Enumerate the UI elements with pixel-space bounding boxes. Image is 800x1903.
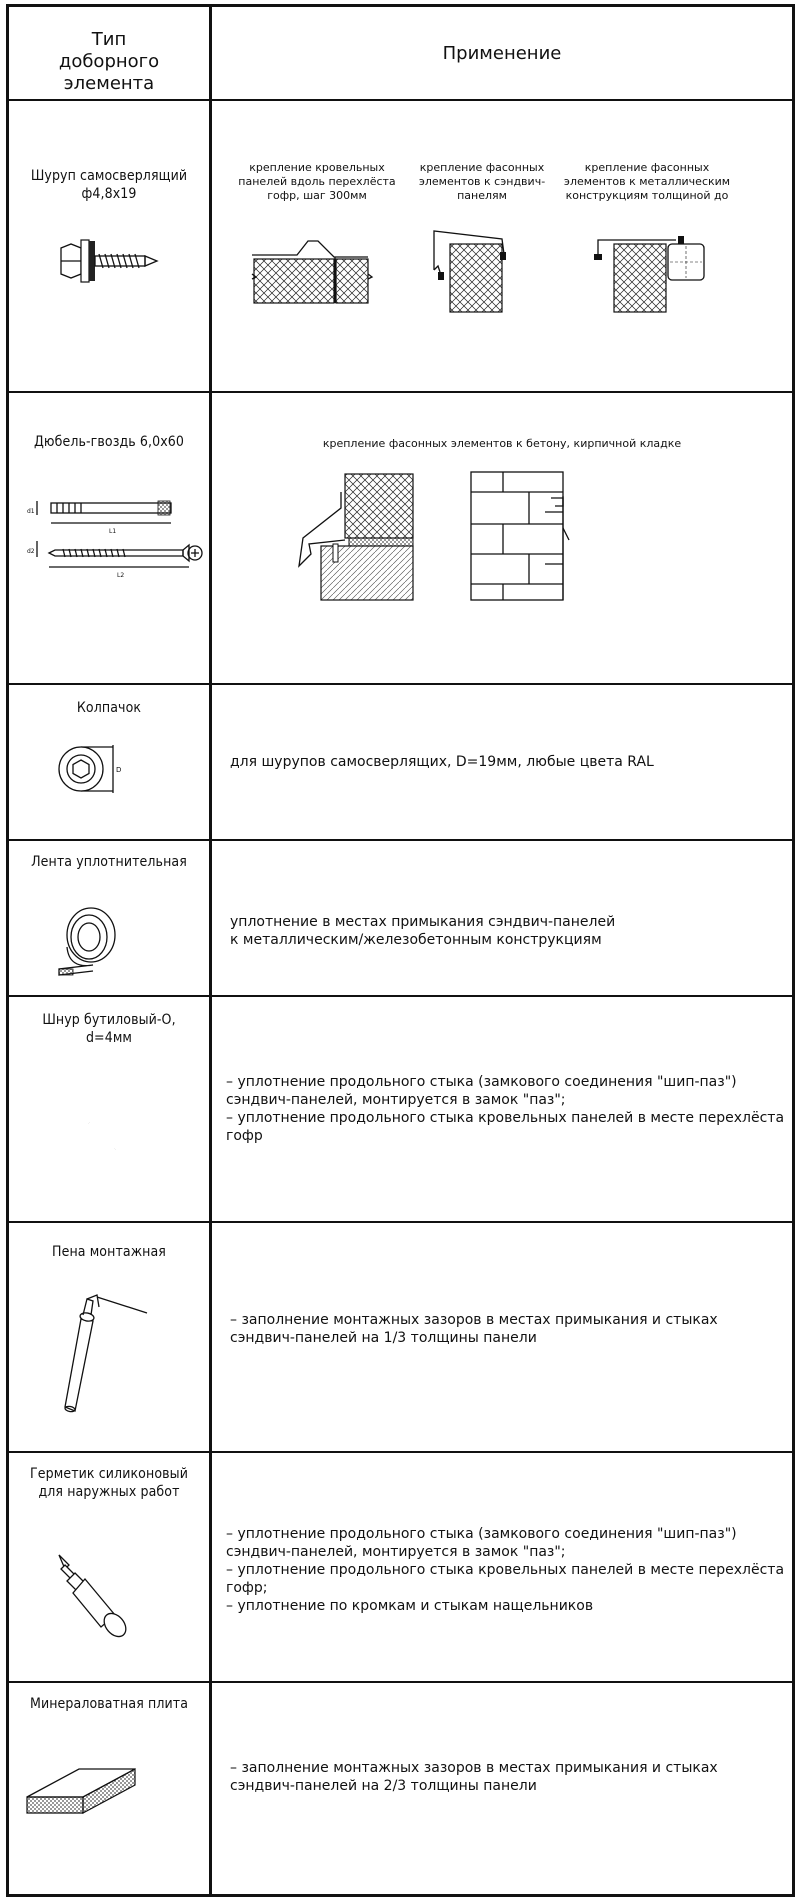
foam-gun-icon: [53, 1289, 143, 1419]
self-drilling-screw-icon: [57, 236, 167, 286]
table-row-dowel-type: [9, 393, 209, 683]
item-name: Лента уплотнительная: [31, 854, 187, 870]
table-row-mineral-wool-type: [9, 1683, 209, 1897]
cap-icon: [67, 745, 137, 795]
item-name: Шуруп самосверлящий: [30, 168, 188, 184]
item-name: Шнур бутиловый-О,: [42, 1012, 176, 1028]
flashing-to-panel-detail-drawing: [432, 226, 512, 316]
header-type-cell: [9, 7, 209, 99]
mineral-wool-slab-icon: [25, 1767, 145, 1827]
dim-d1: d1: [27, 508, 35, 515]
header-usage-cell: [212, 7, 792, 99]
dim-L2: L2: [117, 572, 125, 579]
table-row-foam-usage: [212, 1223, 792, 1451]
header-type-label: Тип доборного элемента: [58, 29, 160, 94]
table-row-cap-usage: [212, 685, 792, 839]
table-row-tape-type: [9, 841, 209, 995]
silicone-sealant-tube-icon: [53, 1553, 133, 1643]
table-row-screw-type: [9, 101, 209, 391]
item-description: – заполнение монтажных зазоров в местах примыкания и стыках сэндвич-панелей на 2/3 толщины панели: [230, 1760, 718, 1794]
item-description: уплотнение в местах примыкания сэндвич-панелей к металлическим/железобетонным конструкциям: [230, 914, 616, 948]
table-row-foam-type: [9, 1223, 209, 1451]
item-name: Герметик силиконовый: [30, 1466, 188, 1482]
item-description: – заполнение монтажных зазоров в местах примыкания и стыках сэндвич-панелей на 1/3 толщины панели: [230, 1312, 718, 1346]
item-name: Колпачок: [76, 700, 142, 716]
brick-masonry-detail-drawing: [467, 468, 577, 603]
header-usage-label: Применение: [442, 43, 562, 64]
item-name-size: d=4мм: [85, 1030, 133, 1046]
caption-flashing-to-concrete: крепление фасонных элементов к бетону, кирпичной кладке: [322, 437, 682, 450]
table-row-screw-usage: [212, 101, 792, 391]
item-description: – уплотнение продольного стыка (замкового соединения "шип-паз") сэндвич-панелей, монтируется в замок "паз"; – уплотнение продольного стыка кровельных панелей в месте перехлёста гофр: [226, 1074, 785, 1144]
table-row-silicone-usage: [212, 1453, 792, 1681]
item-name-sub: для наружных работ: [38, 1484, 180, 1500]
dowel-nail-icon: [23, 493, 198, 588]
roof-overlap-detail-drawing: [252, 241, 392, 311]
table-row-butyl-type: [9, 997, 209, 1221]
dim-D: D: [116, 766, 122, 774]
concrete-connection-detail-drawing: [297, 468, 427, 603]
caption-roof-overlap: крепление кровельных панелей вдоль перехлёста гофр, шаг 300мм: [238, 161, 396, 202]
sealing-tape-roll-icon: [53, 907, 123, 977]
item-name: Дюбель-гвоздь 6,0х60: [33, 434, 185, 450]
table-row-cap-type: [9, 685, 209, 839]
table-row-tape-usage: [212, 841, 792, 995]
item-name: Пена монтажная: [52, 1244, 166, 1260]
item-description: для шурупов самосверлящих, D=19мм, любые цвета RAL: [230, 754, 654, 770]
item-name: Минераловатная плита: [29, 1696, 189, 1712]
accessories-table: [6, 4, 795, 1897]
table-row-butyl-usage: [212, 997, 792, 1221]
table-row-mineral-wool-usage: [212, 1683, 792, 1897]
flashing-to-steel-detail-drawing: [592, 226, 702, 316]
caption-flashing-to-steel: крепление фасонных элементов к металлическим конструкциям толщиной до: [563, 161, 731, 202]
dim-d2: d2: [27, 548, 35, 555]
item-name-size: ф4,8х19: [81, 186, 137, 202]
butyl-cord-icon: [55, 1095, 125, 1165]
dim-L1: L1: [109, 528, 117, 535]
caption-flashing-to-panel: крепление фасонных элементов к сэндвич-панелям: [418, 161, 546, 202]
item-description: – уплотнение продольного стыка (замкового соединения "шип-паз") сэндвич-панелей, монтируется в замок "паз"; – уплотнение продольного стыка кровельных панелей в месте перехлёста гофр; – уплотнение по кромкам и стыкам нащельников: [226, 1526, 785, 1614]
table-row-dowel-usage: [212, 393, 792, 683]
table-row-silicone-type: [9, 1453, 209, 1681]
